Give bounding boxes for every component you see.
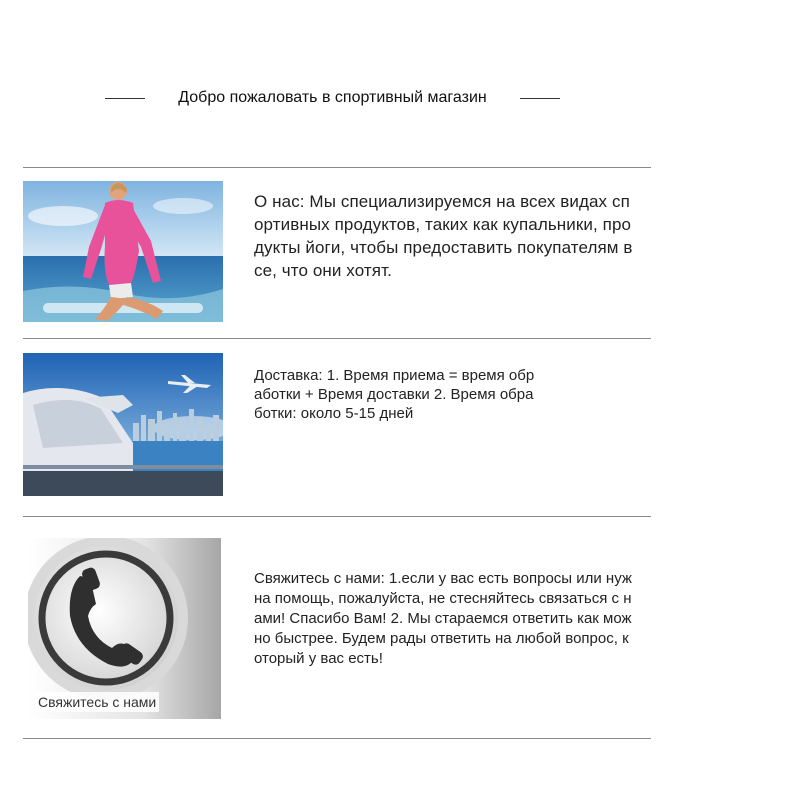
delivery-image (23, 353, 223, 496)
header-rule-right (520, 98, 560, 99)
divider-delivery (23, 516, 651, 517)
contact-text: Свяжитесь с нами: 1.если у вас есть вопросы или нужна помощь, пожалуйста, не стесняйтесь связаться с нами! Спасибо Вам! 2. Мы стараемся ответить как можно быстрее. Будем рады ответить на любой вопрос, который у вас есть! (254, 570, 632, 667)
about-image (23, 181, 223, 322)
divider-top (23, 167, 651, 168)
divider-about (23, 338, 651, 339)
ship-and-plane-photo-icon (23, 353, 223, 496)
delivery-text: Доставка: 1. Время приема = время обработки + Время доставки 2. Время обработки: около 5-15 дней (254, 367, 535, 422)
swimwear-photo-icon (23, 181, 223, 322)
page-title: Добро пожаловать в спортивный магазин (178, 89, 487, 106)
page-header (105, 84, 560, 112)
divider-bottom (23, 738, 651, 739)
about-text: О нас: Мы специализируемся на всех видах спортивных продуктов, таких как купальники, продукты йоги, чтобы предоставить покупателям все, что они хотят. (254, 192, 633, 280)
contact-image-caption: Свяжитесь с нами (35, 692, 159, 712)
header-rule-left (105, 98, 145, 99)
